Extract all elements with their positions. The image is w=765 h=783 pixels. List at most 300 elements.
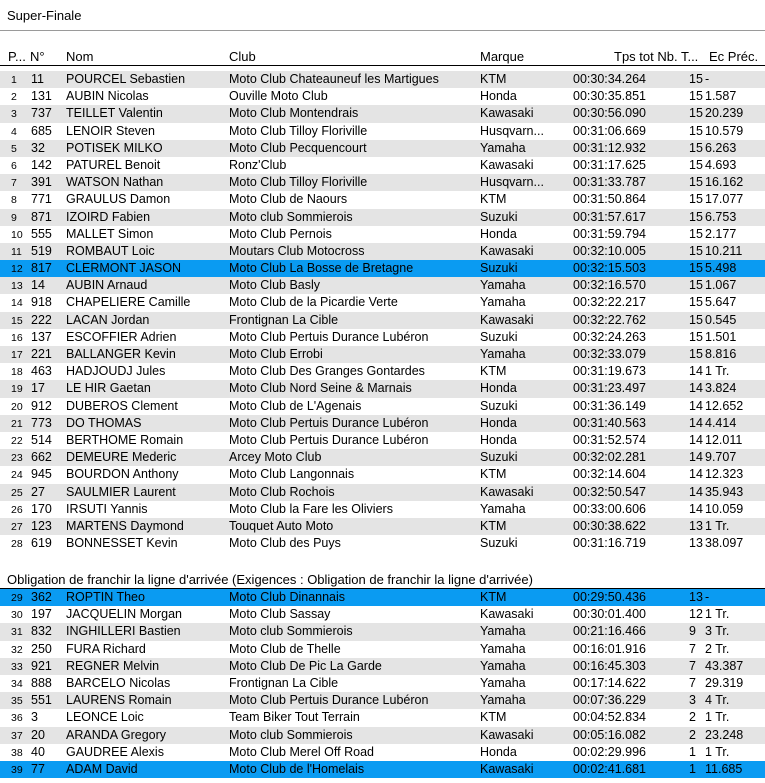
cell-total-time: 00:32:33.079 [573, 347, 646, 361]
cell-number: 771 [31, 192, 52, 207]
cell-total-time: 00:32:10.005 [573, 243, 646, 258]
cell-brand: Suzuki [480, 450, 518, 465]
cell-position: 4 [11, 125, 17, 138]
cell-club: Frontignan La Cible [229, 675, 339, 690]
cell-gap: 1 Tr. [705, 518, 730, 533]
cell-gap: 3.824 [705, 381, 737, 396]
cell-position: 33 [11, 660, 23, 673]
cell-total-time: 00:02:41.681 [573, 761, 646, 776]
cell-number: 170 [31, 501, 52, 516]
cell-number: 817 [31, 261, 52, 276]
cell-name: BERTHOME Romain [66, 432, 184, 447]
cell-gap: 1 Tr. [705, 744, 730, 759]
table-row[interactable] [0, 312, 765, 329]
cell-laps: 13 [689, 536, 703, 551]
cell-name: MARTENS Daymond [66, 518, 184, 533]
cell-brand: Yamaha [480, 624, 526, 639]
cell-brand: Suzuki [480, 261, 518, 276]
cell-laps: 1 [689, 744, 696, 759]
cell-gap: 6.753 [705, 209, 737, 224]
cell-laps: 7 [689, 658, 696, 673]
table-row[interactable] [0, 88, 765, 105]
cell-total-time: 00:33:00.606 [573, 501, 646, 516]
table-row[interactable] [0, 709, 765, 726]
cell-total-time: 00:04:52.834 [573, 710, 646, 725]
cell-laps: 3 [689, 693, 696, 708]
cell-laps: 15 [689, 157, 703, 172]
table-row[interactable] [0, 294, 765, 311]
cell-position: 38 [11, 746, 23, 759]
cell-number: 362 [31, 590, 52, 604]
cell-gap: 16.162 [705, 175, 744, 190]
cell-gap: 10.059 [705, 501, 744, 516]
cell-laps: 15 [689, 226, 703, 241]
cell-brand: Kawasaki [480, 157, 534, 172]
cell-position: 26 [11, 503, 23, 516]
table-row[interactable] [0, 415, 765, 432]
cell-laps: 14 [689, 364, 703, 379]
cell-name: ARANDA Gregory [66, 727, 167, 742]
cell-laps: 15 [689, 209, 703, 224]
cell-brand: Honda [480, 381, 517, 396]
cell-club: Moto Club de l'Homelais [229, 761, 365, 776]
cell-laps: 15 [689, 261, 703, 276]
cell-name: AUBIN Arnaud [66, 278, 148, 293]
cell-total-time: 00:05:16.082 [573, 727, 646, 742]
cell-gap: 20.239 [705, 106, 744, 121]
cell-gap: 1.587 [705, 89, 737, 104]
table-row[interactable] [0, 535, 765, 552]
cell-laps: 7 [689, 641, 696, 656]
cell-laps: 14 [689, 381, 703, 396]
cell-laps: 15 [689, 123, 703, 138]
cell-laps: 14 [689, 450, 703, 465]
cell-laps: 15 [689, 192, 703, 207]
cell-gap: 11.685 [705, 761, 743, 776]
cell-gap: 1 Tr. [705, 710, 730, 725]
cell-gap: 6.263 [705, 140, 737, 155]
cell-club: Moto club Sommierois [229, 624, 353, 639]
cell-position: 23 [11, 452, 23, 465]
cell-brand: Yamaha [480, 501, 526, 516]
cell-position: 13 [11, 280, 23, 293]
cell-position: 28 [11, 538, 23, 551]
cell-position: 11 [11, 245, 22, 258]
cell-total-time: 00:31:57.617 [573, 209, 646, 224]
cell-name: DEMEURE Mederic [66, 450, 177, 465]
cell-position: 18 [11, 366, 23, 379]
table-row[interactable] [0, 277, 765, 294]
cell-laps: 15 [689, 278, 703, 293]
cell-total-time: 00:29:50.436 [573, 590, 646, 604]
cell-number: 737 [31, 106, 52, 121]
cell-gap: 35.943 [705, 484, 744, 499]
cell-laps: 2 [689, 727, 696, 742]
cell-gap: 12.652 [705, 398, 744, 413]
cell-number: 551 [31, 693, 52, 708]
cell-club: Moto Club Pertuis Durance Lubéron [229, 329, 429, 344]
cell-total-time: 00:32:24.263 [573, 329, 646, 344]
cell-total-time: 00:31:50.864 [573, 192, 646, 207]
cell-name: ROMBAUT Loic [66, 243, 155, 258]
cell-club: Moto Club Basly [229, 278, 321, 293]
cell-brand: Honda [480, 415, 517, 430]
table-row[interactable] [0, 484, 765, 501]
cell-number: 555 [31, 226, 52, 241]
cell-number: 137 [31, 329, 52, 344]
table-row[interactable] [0, 692, 765, 709]
table-row[interactable] [0, 727, 765, 744]
cell-position: 39 [11, 763, 23, 776]
table-row[interactable] [0, 157, 765, 174]
cell-brand: Kawasaki [480, 312, 534, 327]
cell-name: GAUDREE Alexis [66, 744, 164, 759]
cell-number: 197 [31, 607, 52, 622]
cell-number: 662 [31, 450, 52, 465]
cell-club: Moto Club de la Picardie Verte [229, 295, 398, 310]
cell-club: Frontignan La Cible [229, 312, 339, 327]
cell-club: Moto Club des Puys [229, 536, 341, 551]
cell-club: Moto Club Tilloy Floriville [229, 123, 368, 138]
table-row[interactable] [0, 466, 765, 483]
cell-total-time: 00:31:52.574 [573, 432, 646, 447]
cell-number: 77 [31, 761, 45, 776]
cell-position: 17 [11, 349, 23, 361]
cell-brand: Kawasaki [480, 607, 534, 622]
cell-gap: 4 Tr. [705, 693, 730, 708]
cell-brand: Kawasaki [480, 761, 534, 776]
cell-name: CLERMONT JASON [66, 261, 182, 276]
table-row[interactable] [0, 140, 765, 157]
cell-club: Team Biker Tout Terrain [229, 710, 360, 725]
table-row[interactable] [0, 243, 765, 260]
cell-laps: 14 [689, 467, 703, 482]
cell-position: 27 [11, 520, 23, 533]
cell-position: 20 [11, 400, 23, 413]
cell-position: 3 [11, 108, 17, 121]
column-header-club[interactable]: Club [229, 49, 256, 64]
column-header-number[interactable]: N° [30, 49, 45, 64]
cell-total-time: 00:21:16.466 [573, 624, 646, 639]
cell-position: 1 [11, 74, 17, 86]
cell-name: BARCELO Nicolas [66, 675, 171, 690]
cell-name: GRAULUS Damon [66, 192, 171, 207]
cell-club: Moto Club Merel Off Road [229, 744, 374, 759]
cell-name: FURA Richard [66, 641, 146, 656]
cell-position: 35 [11, 695, 23, 708]
cell-name: POURCEL Sebastien [66, 72, 186, 86]
cell-total-time: 00:30:35.851 [573, 89, 646, 104]
cell-brand: Suzuki [480, 536, 518, 551]
cell-laps: 14 [689, 501, 703, 516]
cell-position: 14 [11, 297, 23, 310]
cell-gap: 29.319 [705, 675, 744, 690]
cell-gap: 38.097 [705, 536, 744, 551]
cell-position: 22 [11, 434, 23, 447]
table-row[interactable] [0, 761, 765, 778]
cell-club: Moto Club Langonnais [229, 467, 355, 482]
cell-total-time: 00:31:33.787 [573, 175, 646, 190]
cell-total-time: 00:31:19.673 [573, 364, 646, 379]
table-row[interactable] [0, 398, 765, 415]
table-row[interactable] [0, 260, 765, 277]
cell-total-time: 00:32:02.281 [573, 450, 646, 465]
table-row[interactable] [0, 174, 765, 191]
cell-gap: 1 Tr. [705, 364, 730, 379]
cell-brand: Honda [480, 432, 517, 447]
cell-number: 14 [31, 278, 45, 293]
table-row[interactable] [0, 105, 765, 122]
column-header-position[interactable]: P... [8, 49, 26, 64]
cell-number: 773 [31, 415, 52, 430]
cell-name: DO THOMAS [66, 415, 142, 430]
cell-number: 912 [31, 398, 52, 413]
cell-gap: 17.077 [705, 192, 744, 207]
cell-laps: 14 [689, 398, 703, 413]
cell-club: Arcey Moto Club [229, 450, 322, 465]
cell-club: Moto Club Rochois [229, 484, 335, 499]
table-row[interactable] [0, 518, 765, 535]
cell-brand: KTM [480, 467, 507, 482]
cell-number: 519 [31, 243, 52, 258]
cell-position: 8 [11, 194, 17, 207]
cell-brand: Kawasaki [480, 727, 534, 742]
cell-name: LE HIR Gaetan [66, 381, 151, 396]
cell-name: ESCOFFIER Adrien [66, 329, 177, 344]
table-row[interactable] [0, 191, 765, 208]
cell-gap: 10.579 [705, 123, 744, 138]
cell-club: Moto Club Pernois [229, 226, 332, 241]
cell-name: AUBIN Nicolas [66, 89, 149, 104]
cell-total-time: 00:30:38.622 [573, 518, 646, 533]
cell-gap: 1.501 [705, 329, 737, 344]
cell-number: 221 [31, 347, 52, 361]
cell-number: 123 [31, 518, 52, 533]
column-header-time-laps[interactable]: Tps tot Nb. T... [614, 49, 699, 64]
cell-club: Moto Club Montendrais [229, 106, 359, 121]
cell-gap: 8.816 [705, 347, 737, 361]
cell-gap: 23.248 [705, 727, 744, 742]
table-row[interactable] [0, 675, 765, 692]
table-row[interactable] [0, 363, 765, 380]
cell-club: Moto club Sommierois [229, 727, 353, 742]
cell-name: BOURDON Anthony [66, 467, 179, 482]
table-row[interactable] [0, 123, 765, 140]
cell-number: 871 [31, 209, 52, 224]
cell-gap: 1 Tr. [705, 607, 730, 622]
cell-name: IRSUTI Yannis [66, 501, 148, 516]
cell-club: Moto Club De Pic La Garde [229, 658, 382, 673]
cell-position: 10 [11, 228, 23, 241]
table-row[interactable] [0, 449, 765, 466]
cell-name: LAURENS Romain [66, 693, 172, 708]
cell-total-time: 00:32:15.503 [573, 261, 646, 276]
cell-gap: 2.177 [705, 226, 737, 241]
results-section-classified [0, 71, 765, 552]
cell-club: Touquet Auto Moto [229, 518, 334, 533]
cell-name: INGHILLERI Bastien [66, 624, 181, 639]
cell-club: Ronz'Club [229, 157, 287, 172]
cell-name: BONNESSET Kevin [66, 536, 178, 551]
cell-number: 3 [31, 710, 38, 725]
cell-name: WATSON Nathan [66, 175, 164, 190]
cell-brand: Kawasaki [480, 243, 534, 258]
cell-number: 32 [31, 140, 45, 155]
column-header-gap[interactable]: Ec Préc. [709, 49, 759, 64]
cell-position: 21 [11, 417, 23, 430]
cell-laps: 7 [689, 675, 696, 690]
cell-laps: 15 [689, 106, 703, 121]
cell-club: Moto Club La Bosse de Bretagne [229, 261, 414, 276]
cell-number: 20 [31, 727, 45, 742]
cell-club: Moto Club Pecquencourt [229, 140, 367, 155]
cell-name: DUBEROS Clement [66, 398, 178, 413]
cell-number: 250 [31, 641, 52, 656]
cell-number: 27 [31, 484, 45, 499]
cell-total-time: 00:31:23.497 [573, 381, 646, 396]
cell-brand: Yamaha [480, 278, 526, 293]
cell-name: HADJOUDJ Jules [66, 364, 166, 379]
cell-total-time: 00:31:36.149 [573, 398, 646, 413]
cell-name: PATUREL Benoit [66, 157, 161, 172]
cell-total-time: 00:30:34.264 [573, 72, 646, 86]
column-header-brand[interactable]: Marque [480, 49, 525, 64]
cell-laps: 15 [689, 243, 703, 258]
cell-name: LACAN Jordan [66, 312, 150, 327]
results-section-finish-line [0, 589, 765, 778]
cell-name: JACQUELIN Morgan [66, 607, 183, 622]
cell-gap: 9.707 [705, 450, 737, 465]
cell-name: MALLET Simon [66, 226, 154, 241]
cell-number: 619 [31, 536, 52, 551]
cell-brand: KTM [480, 364, 507, 379]
cell-total-time: 00:31:12.932 [573, 140, 646, 155]
cell-total-time: 00:32:16.570 [573, 278, 646, 293]
section-header-finish-line: Obligation de franchir la ligne d'arrivée (Exigences : Obligation de franchir la ligne d'arrivée) [7, 572, 533, 587]
cell-club: Ouville Moto Club [229, 89, 328, 104]
cell-gap: 10.211 [705, 243, 743, 258]
cell-brand: Suzuki [480, 398, 518, 413]
cell-total-time: 00:31:17.625 [573, 157, 646, 172]
cell-total-time: 00:32:22.762 [573, 312, 646, 327]
cell-brand: Honda [480, 89, 517, 104]
cell-gap: - [705, 72, 710, 86]
cell-gap: - [705, 590, 710, 604]
cell-number: 463 [31, 364, 52, 379]
table-row[interactable] [0, 623, 765, 640]
cell-total-time: 00:30:56.090 [573, 106, 646, 121]
cell-position: 32 [11, 643, 23, 656]
cell-laps: 2 [689, 710, 696, 725]
cell-brand: Yamaha [480, 641, 526, 656]
cell-club: Moto Club Errobi [229, 347, 323, 361]
cell-brand: Suzuki [480, 329, 518, 344]
cell-total-time: 00:31:16.719 [573, 536, 646, 551]
table-row[interactable] [0, 329, 765, 346]
cell-position: 34 [11, 677, 23, 690]
cell-laps: 14 [689, 484, 703, 499]
cell-gap: 5.498 [705, 261, 737, 276]
cell-position: 24 [11, 469, 23, 482]
cell-laps: 15 [689, 140, 703, 155]
cell-gap: 12.323 [705, 467, 744, 482]
table-row[interactable] [0, 501, 765, 518]
cell-position: 5 [11, 142, 17, 155]
table-row[interactable] [0, 658, 765, 675]
cell-gap: 43.387 [705, 658, 744, 673]
column-header-row [0, 46, 765, 66]
cell-laps: 9 [689, 624, 696, 639]
table-row[interactable] [0, 346, 765, 363]
cell-number: 685 [31, 123, 52, 138]
cell-brand: Yamaha [480, 347, 526, 361]
cell-laps: 15 [689, 347, 703, 361]
table-row[interactable] [0, 744, 765, 761]
cell-total-time: 00:31:06.669 [573, 123, 646, 138]
cell-club: Moto Club Chateauneuf les Martigues [229, 72, 439, 86]
cell-position: 19 [11, 383, 23, 396]
cell-position: 30 [11, 609, 23, 622]
cell-position: 6 [11, 159, 17, 172]
cell-gap: 4.414 [705, 415, 737, 430]
cell-number: 222 [31, 312, 52, 327]
cell-club: Moto Club Sassay [229, 607, 331, 622]
cell-position: 7 [11, 177, 17, 190]
cell-name: ADAM David [66, 761, 138, 776]
cell-position: 36 [11, 712, 23, 725]
cell-total-time: 00:30:01.400 [573, 607, 646, 622]
cell-position: 15 [11, 314, 23, 327]
table-row[interactable] [0, 71, 765, 88]
table-row[interactable] [0, 606, 765, 623]
cell-total-time: 00:17:14.622 [573, 675, 646, 690]
cell-brand: KTM [480, 518, 507, 533]
cell-club: Moto club Sommierois [229, 209, 353, 224]
cell-total-time: 00:16:45.303 [573, 658, 646, 673]
cell-gap: 12.011 [705, 432, 743, 447]
cell-brand: KTM [480, 192, 507, 207]
cell-brand: Honda [480, 744, 517, 759]
cell-number: 17 [31, 381, 45, 396]
table-row[interactable] [0, 380, 765, 397]
column-header-name[interactable]: Nom [66, 49, 94, 64]
cell-club: Moto Club Nord Seine & Marnais [229, 381, 412, 396]
cell-name: IZOIRD Fabien [66, 209, 151, 224]
cell-name: CHAPELIERE Camille [66, 295, 191, 310]
cell-laps: 13 [689, 590, 703, 604]
cell-gap: 0.545 [705, 312, 737, 327]
cell-laps: 1 [689, 761, 696, 776]
table-row[interactable] [0, 432, 765, 449]
table-row[interactable] [0, 589, 765, 606]
cell-gap: 4.693 [705, 157, 737, 172]
cell-gap: 3 Tr. [705, 624, 730, 639]
cell-club: Moto Club Pertuis Durance Lubéron [229, 415, 429, 430]
cell-laps: 13 [689, 518, 703, 533]
cell-total-time: 00:02:29.996 [573, 744, 646, 759]
cell-brand: Husqvarn... [480, 123, 544, 138]
table-row[interactable] [0, 226, 765, 243]
cell-name: LENOIR Steven [66, 123, 155, 138]
cell-laps: 15 [689, 329, 703, 344]
table-row[interactable] [0, 641, 765, 658]
cell-total-time: 00:31:59.794 [573, 226, 646, 241]
cell-laps: 15 [689, 175, 703, 190]
cell-number: 888 [31, 675, 52, 690]
window-title: Super-Finale [0, 0, 765, 31]
table-row[interactable] [0, 209, 765, 226]
cell-brand: Yamaha [480, 140, 526, 155]
